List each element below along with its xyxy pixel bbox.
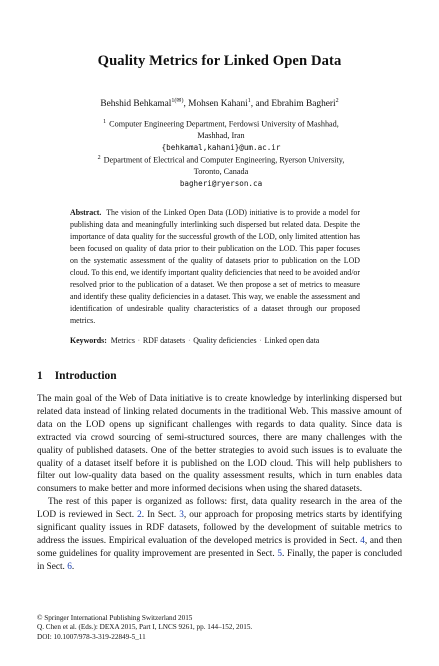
section-title: Introduction bbox=[54, 370, 117, 382]
keyword: Metrics bbox=[110, 336, 135, 345]
paper-title: Quality Metrics for Linked Open Data bbox=[97, 53, 342, 69]
affiliation-line: Computer Engineering Department, Ferdowsi University of Mashhad, bbox=[109, 119, 339, 129]
affiliation-number: 1 bbox=[103, 119, 107, 125]
citation-line: Q. Chen et al. (Eds.): DEXA 2015, Part I, LNCS 9261, pp. 144–152, 2015. bbox=[37, 623, 253, 632]
affiliation-email[interactable]: {behkamal,kahani}@um.ac.ir bbox=[161, 142, 281, 152]
keyword-separator: · bbox=[188, 338, 191, 344]
author-separator: , bbox=[183, 99, 189, 110]
keyword: Linked open data bbox=[264, 336, 320, 345]
affiliation-number: 2 bbox=[97, 155, 101, 161]
author-separator: , and bbox=[250, 99, 272, 110]
keyword-separator: · bbox=[137, 338, 140, 344]
section-ref-link[interactable]: 5 bbox=[277, 548, 282, 559]
author-line bbox=[0, 97, 439, 109]
keyword-separator: · bbox=[259, 338, 262, 344]
affiliation-1 bbox=[70, 117, 372, 154]
keywords-label: Keywords: bbox=[70, 336, 107, 345]
author-name: Behshid Behkamal bbox=[100, 99, 172, 110]
keywords bbox=[70, 336, 370, 345]
paragraph-text: . Finally, the paper is concluded in Sect. bbox=[37, 548, 402, 572]
section-ref-link[interactable]: 4 bbox=[360, 535, 365, 546]
abstract-text: The vision of the Linked Open Data (LOD) initiative is to provide a model for publishing data and meaningfully interlinking such dispersed but related data. Despite the importance of data quality for the successful growth of the LOD, only limited attention has been focused on quality of data prior to their publication on the LOD. This paper focuses on the systematic assessment of the quality of datasets prior to publication on the LOD cloud. To this end, we identify important quality deficiencies that need to be avoided and/or resolved prior to the publication of a dataset. We then propose a set of metrics to measure and identify these quality deficiencies in a dataset. This way, we enable the assessment and identification of undesirable quality characteristics of a dataset through our proposed metrics. bbox=[70, 208, 360, 325]
keyword: RDF datasets bbox=[142, 336, 186, 345]
author-name: Ebrahim Bagheri bbox=[271, 99, 336, 110]
doi-line[interactable]: DOI: 10.1007/978-3-319-22849-5_11 bbox=[37, 632, 146, 641]
affiliation-email[interactable]: bagheri@ryerson.ca bbox=[179, 178, 263, 188]
paragraph bbox=[37, 496, 402, 573]
abstract-label: Abstract. bbox=[70, 208, 102, 217]
copyright-line: © Springer International Publishing Switzerland 2015 bbox=[37, 614, 193, 622]
paragraph-text: . bbox=[71, 561, 75, 572]
affiliation-line: Department of Electrical and Computer Engineering, Ryerson University, bbox=[103, 155, 345, 165]
body-text bbox=[37, 393, 402, 574]
paragraph-text: . In Sect. bbox=[141, 510, 180, 521]
section-ref-link[interactable]: 3 bbox=[179, 510, 184, 521]
paragraph-text: The rest of this paper is organized as follows: first, data quality research in the area of the LOD is reviewed in Sect. bbox=[37, 497, 402, 521]
section-ref-link[interactable]: 2 bbox=[137, 510, 142, 521]
affiliation-2 bbox=[70, 153, 372, 190]
keyword: Quality deficiencies bbox=[193, 336, 257, 345]
paragraph-text: , and then some guidelines for quality improvement are presented in Sect. bbox=[37, 535, 403, 559]
author-affiliation-mark: 1 bbox=[247, 98, 251, 104]
author-name: Mohsen Kahani bbox=[188, 99, 248, 110]
footer bbox=[37, 614, 402, 642]
affiliation-line: Mashhad, Iran bbox=[197, 131, 245, 141]
section-heading bbox=[37, 370, 117, 382]
section-ref-link[interactable]: 6 bbox=[67, 561, 72, 572]
paragraph-text: , our approach for proposing metrics starts by identifying significant quality issues in RDF datasets, followed by the development of suitable metrics to address the issues. Empirical evaluation of the developed metrics is provided in Sect. bbox=[37, 510, 402, 546]
affiliation-line: Toronto, Canada bbox=[193, 167, 249, 177]
paragraph: The main goal of the Web of Data initiative is to create knowledge by interlinking dispersed but related data instead of linking related documents in the traditional Web. This massive amount of data on the LOD opens up significant challenges with regards to data quality. Since data is extracted via crowd sourcing of semi-structured sources, there are many challenges with the quality of published datasets. One of the better strategies to avoid such issues is to evaluate the quality of a dataset itself before it is published on the LOD cloud. This will help publishers to filter out low-quality data based on the quality assessment results, which in turn enables data consumers to make better and more informed decisions when using the shared datasets. bbox=[37, 394, 402, 495]
section-number: 1 bbox=[37, 370, 43, 382]
author-affiliation-mark: 2 bbox=[335, 98, 339, 104]
author-affiliation-mark: 1(✉) bbox=[171, 98, 184, 104]
abstract bbox=[70, 207, 360, 327]
